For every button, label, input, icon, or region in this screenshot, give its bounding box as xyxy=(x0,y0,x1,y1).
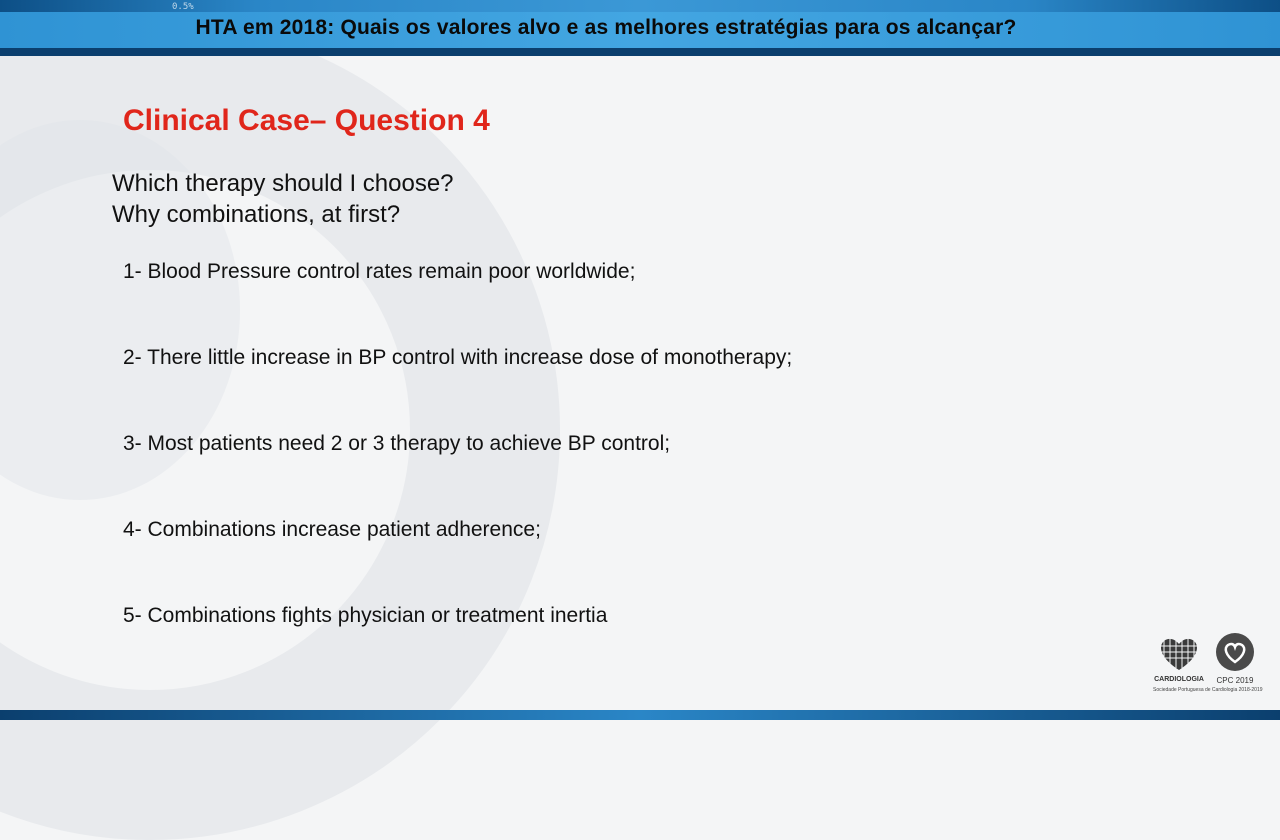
spc-label: CARDIOLOGIA xyxy=(1154,676,1204,683)
header-bar xyxy=(0,0,1280,56)
slide-title: Clinical Case– Question 4 xyxy=(123,104,490,137)
footer-bar xyxy=(0,710,1280,720)
header-title: HTA em 2018: Quais os valores alvo e as melhores estratégias para os alcançar? xyxy=(195,16,1017,39)
list-item: 2- There little increase in BP control with increase dose of monotherapy; xyxy=(123,346,793,369)
list-item: 1- Blood Pressure control rates remain poor worldwide; xyxy=(123,260,636,283)
cpc-label: CPC 2019 xyxy=(1216,676,1254,685)
list-item: 4- Combinations increase patient adherence; xyxy=(123,518,541,541)
spc-logo xyxy=(1150,632,1208,692)
question-line: Why combinations, at first? xyxy=(112,201,401,228)
question-line: Which therapy should I choose? xyxy=(112,170,454,197)
heart-grid-icon xyxy=(1150,632,1208,674)
logo-footnote: Sociedade Portuguesa de Cardiologia 2018-2019 xyxy=(1153,687,1263,693)
header-underline xyxy=(0,48,1280,56)
list-item: 5- Combinations fights physician or treatment inertia xyxy=(123,604,608,627)
heart-circle-icon xyxy=(1215,632,1255,672)
header-decoration-text: 0.5% xyxy=(172,2,194,12)
cpc-logo xyxy=(1212,632,1258,692)
list-item: 3- Most patients need 2 or 3 therapy to achieve BP control; xyxy=(123,432,671,455)
